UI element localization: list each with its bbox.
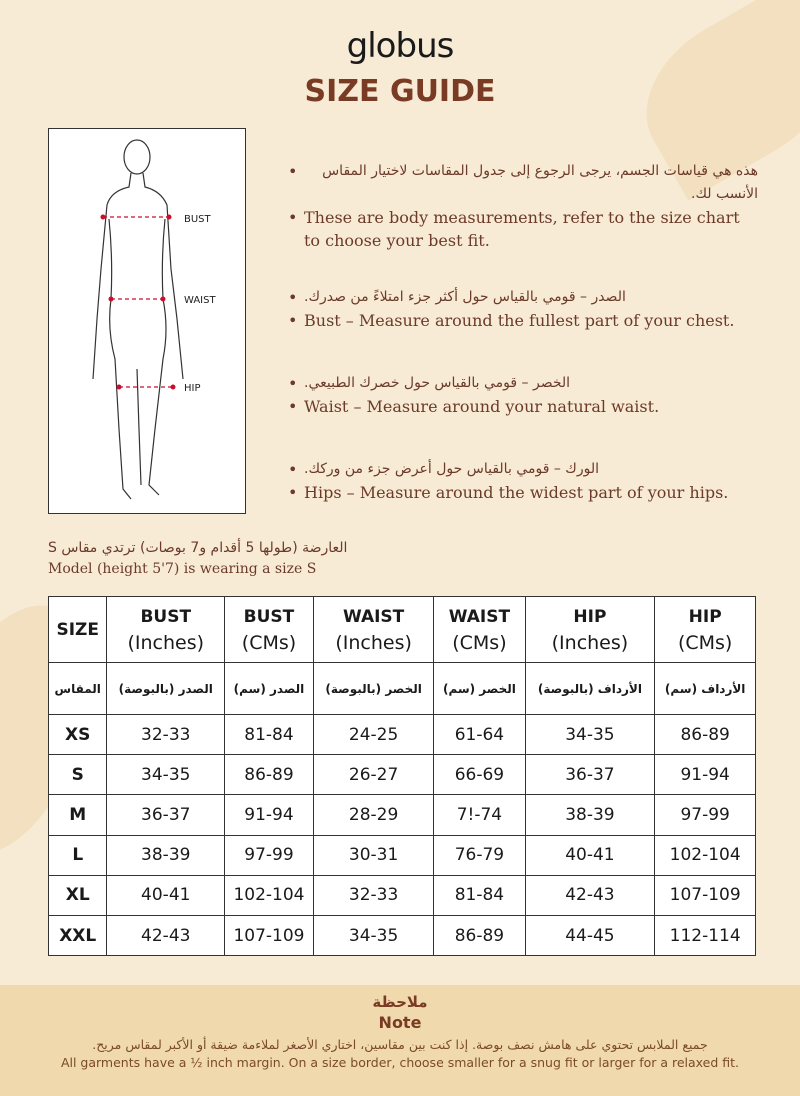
column-header-line: SIZE: [56, 619, 99, 640]
measurement-cell: 91-94: [655, 755, 756, 795]
measurement-cell: 32-33: [313, 875, 433, 915]
column-header-line: (Inches): [127, 631, 205, 654]
measurement-cell: 44-45: [525, 915, 655, 955]
measurement-cell: 107-109: [655, 875, 756, 915]
instruction-en: These are body measurements, refer to the size chart to choose your best fit.: [304, 208, 740, 250]
column-header-line: (Inches): [551, 631, 629, 654]
measurement-cell: 107-109: [225, 915, 314, 955]
measurement-cell: 112-114: [655, 915, 756, 955]
measurement-cell: 66-69: [434, 755, 525, 795]
instruction-en: Waist – Measure around your natural waist.: [304, 397, 660, 416]
instruction-ar: الصدر – قومي بالقياس حول أكثر جزء امتلاءً من صدرك.: [304, 289, 626, 305]
table-row: [49, 915, 756, 955]
column-header-ar: الأرداف (سم): [655, 663, 756, 715]
size-chart-table: [48, 596, 756, 956]
measurement-cell: 81-84: [434, 875, 525, 915]
measurement-cell: 81-84: [225, 715, 314, 755]
column-header-ar: الصدر (سم): [225, 663, 314, 715]
column-header-ar: الخصر (سم): [434, 663, 525, 715]
column-header-ar: الخصر (بالبوصة): [313, 663, 433, 715]
bust-label: BUST: [184, 214, 211, 225]
size-cell: S: [49, 755, 107, 795]
measurement-cell: 34-35: [107, 755, 225, 795]
measurement-cell: 7!-74: [434, 795, 525, 835]
column-header-ar: المقاس: [49, 663, 107, 715]
table-row: [49, 715, 756, 755]
instruction-ar: الخصر – قومي بالقياس حول خصرك الطبيعي.: [304, 375, 571, 391]
measurement-cell: 26-27: [313, 755, 433, 795]
size-cell: XL: [49, 875, 107, 915]
table-row: [49, 835, 756, 875]
measurement-instructions: • هذه هي قياسات الجسم، يرجى الرجوع إلى جدول المقاسات لاختيار المقاس الأنسب لك. • These are body measurements, refer to the size chart to choose your best fit. • الصدر – قومي بالقياس حول أكثر جزء امتلاءً من صدرك. • Bust – Measure around the fullest part of your chest. • الخصر – قومي بالقياس حول خصرك الطبيعي. • Waist – Measure around your natural waist. • الورك – قومي بالقياس حول أعرض جزء من وركك. • Hips – Measure around the widest part of your hips.: [288, 162, 758, 502]
size-cell: XXL: [49, 915, 107, 955]
column-header: [49, 597, 107, 663]
note-section: [0, 985, 800, 1096]
body-measurement-figure: [48, 128, 246, 514]
column-header-line: (CMs): [452, 631, 507, 654]
column-header-line: (Inches): [335, 631, 412, 654]
waist-label: WAIST: [184, 295, 216, 306]
measurement-cell: 32-33: [107, 715, 225, 755]
model-info: [48, 538, 347, 580]
instruction-ar: هذه هي قياسات الجسم، يرجى الرجوع إلى جدول المقاسات لاختيار المقاس الأنسب لك.: [322, 163, 758, 202]
column-header: [225, 597, 314, 663]
note-text-ar: جميع الملابس تحتوي على هامش نصف بوصة. إذا كنت بين مقاسين، اختاري الأصغر لملاءمة ضيقة أو الأكبر لمقاس مريح.: [92, 1037, 708, 1052]
measurement-cell: 24-25: [313, 715, 433, 755]
note-text: All garments have a ½ inch margin. On a size border, choose smaller for a snug fit or larger for a relaxed fit.: [60, 1055, 740, 1070]
measurement-cell: 86-89: [434, 915, 525, 955]
page-title: SIZE GUIDE: [304, 74, 496, 109]
measurement-cell: 34-35: [313, 915, 433, 955]
size-cell: XS: [49, 715, 107, 755]
model-info-ar: العارضة (طولها 5 أقدام و7 بوصات) ترتدي مقاس S: [48, 540, 348, 556]
table-row: [49, 795, 756, 835]
column-header: [434, 597, 525, 663]
measurement-cell: 102-104: [225, 875, 314, 915]
measurement-cell: 40-41: [107, 875, 225, 915]
column-header-line: WAIST: [342, 606, 405, 627]
measurement-cell: 86-89: [655, 715, 756, 755]
measurement-cell: 97-99: [225, 835, 314, 875]
note-title-ar: ملاحظة: [372, 993, 428, 1011]
instruction-en: Bust – Measure around the fullest part of your chest.: [304, 311, 735, 330]
measurement-cell: 97-99: [655, 795, 756, 835]
measurement-cell: 76-79: [434, 835, 525, 875]
size-cell: M: [49, 795, 107, 835]
measurement-cell: 61-64: [434, 715, 525, 755]
measurement-cell: 28-29: [313, 795, 433, 835]
measurement-cell: 38-39: [525, 795, 655, 835]
column-header-ar: الصدر (بالبوصة): [107, 663, 225, 715]
measurement-cell: 86-89: [225, 755, 314, 795]
model-info-en: Model (height 5'7) is wearing a size S: [48, 561, 317, 577]
column-header-line: WAIST: [448, 606, 511, 627]
measurement-cell: 42-43: [525, 875, 655, 915]
instruction-ar: الورك – قومي بالقياس حول أعرض جزء من وركك.: [304, 461, 599, 477]
column-header-line: HIP: [573, 606, 607, 627]
column-header: [655, 597, 756, 663]
hip-label: HIP: [184, 383, 201, 394]
table-row: [49, 875, 756, 915]
measurement-cell: 38-39: [107, 835, 225, 875]
instruction-en: Hips – Measure around the widest part of your hips.: [304, 483, 729, 502]
measurement-cell: 30-31: [313, 835, 433, 875]
table-row: [49, 755, 756, 795]
brand-logo: globus: [346, 26, 454, 66]
measurement-cell: 36-37: [107, 795, 225, 835]
note-title: Note: [378, 1013, 422, 1032]
measurement-cell: 36-37: [525, 755, 655, 795]
size-cell: L: [49, 835, 107, 875]
column-header-line: HIP: [688, 606, 722, 627]
measurement-cell: 34-35: [525, 715, 655, 755]
column-header-line: (CMs): [241, 631, 297, 654]
column-header: [313, 597, 433, 663]
measurement-cell: 91-94: [225, 795, 314, 835]
measurement-cell: 42-43: [107, 915, 225, 955]
column-header: [525, 597, 655, 663]
column-header-line: BUST: [140, 606, 192, 627]
column-header: [107, 597, 225, 663]
measurement-cell: 40-41: [525, 835, 655, 875]
column-header-line: BUST: [243, 606, 295, 627]
measurement-cell: 102-104: [655, 835, 756, 875]
column-header-ar: الأرداف (بالبوصة): [525, 663, 655, 715]
column-header-line: (CMs): [677, 631, 733, 654]
